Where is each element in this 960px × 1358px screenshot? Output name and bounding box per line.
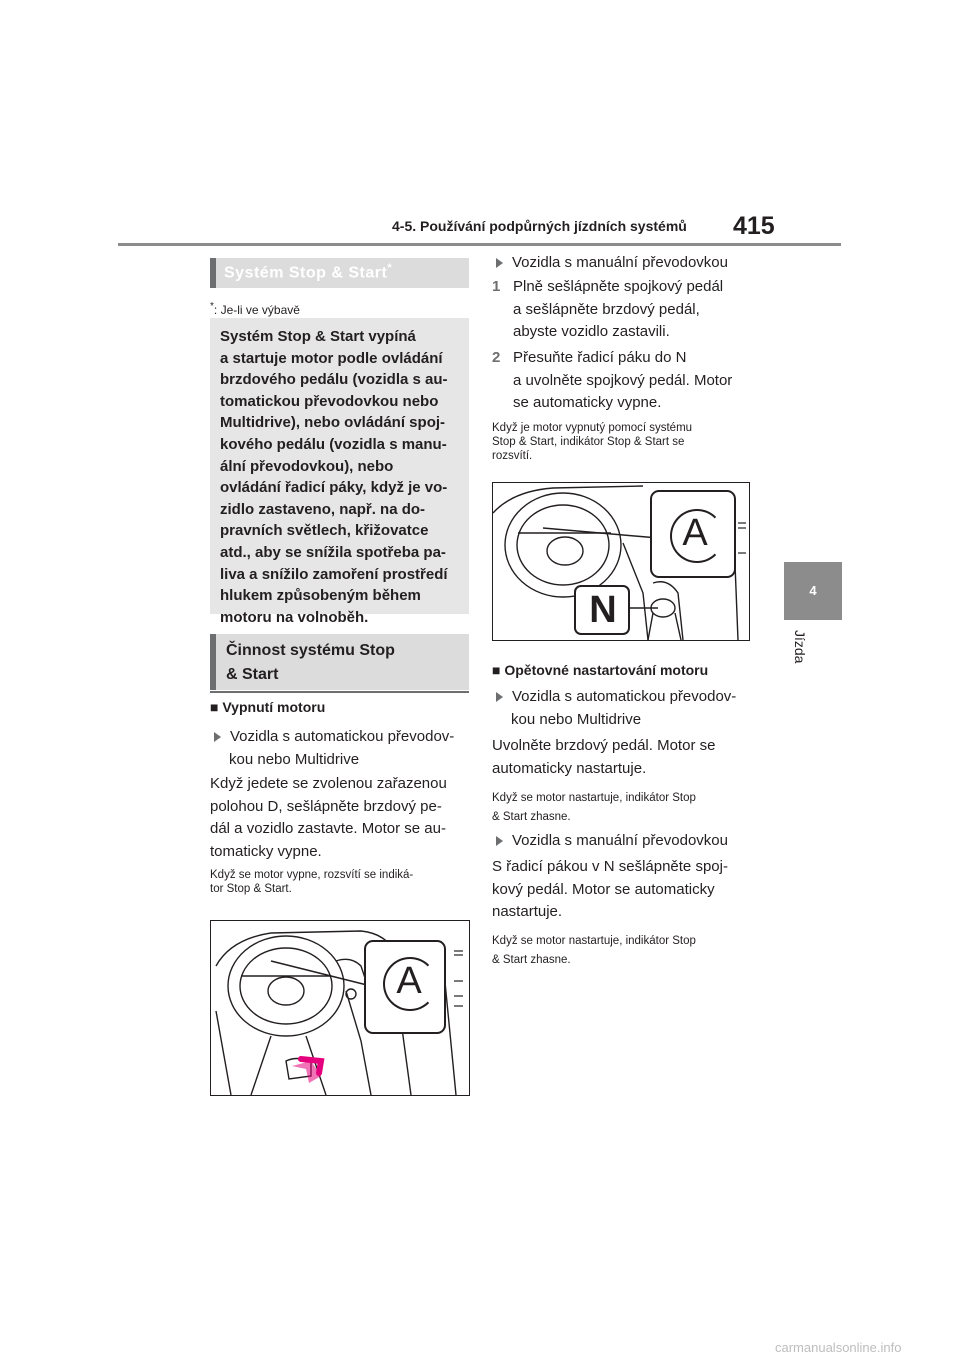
auto-vehicles-heading: Vozidla s automatickou převodov- kou nebo Multidrive (214, 726, 454, 771)
intro-line: hlukem způsobeným během (220, 587, 421, 605)
intro-line: tomatickou převodovkou nebo (220, 392, 439, 410)
step-2: 2 Přesuňte řadicí páku do N a uvolněte spojkový pedál. Motor se automaticky vypne. (492, 347, 500, 370)
restart-note-manual (492, 932, 696, 970)
intro-text (220, 326, 466, 628)
body-line: nastartuje. (492, 903, 563, 921)
manual-heading: Vozidla s manuální převodovkou (496, 252, 728, 275)
note-line: Když se motor vypne, rozsvítí se indiká- (210, 869, 414, 881)
subsection-title (226, 639, 395, 687)
manual-heading-2: Vozidla s manuální převodovkou (496, 830, 728, 853)
dashboard-illustration-auto (210, 920, 470, 1096)
body-line: Když jedete se zvolenou zařazenou (210, 775, 447, 792)
stop-note (210, 868, 413, 896)
watermark: carmanualsonline.info (775, 1340, 902, 1355)
body-line: dál a vozidlo zastavte. Motor se au- (210, 820, 446, 838)
intro-line: pravních světlech, křižovatce (220, 522, 429, 540)
intro-box (210, 318, 469, 626)
subtitle-underline (210, 691, 469, 693)
body-line: kový pedál. Motor se automaticky (492, 880, 715, 898)
step-line: Plně sešlápněte spojkový pedál (513, 278, 724, 295)
triangle-bullet-icon (496, 836, 503, 846)
intro-line: kového pedálu (vozidla s manu- (220, 435, 447, 453)
triangle-bullet-icon (496, 258, 503, 268)
body-line: polohou D, sešlápněte brzdový pe- (210, 797, 442, 815)
intro-line: ální převodovkou), nebo (220, 457, 394, 475)
note-line: Stop & Start, indikátor Stop & Start se (492, 436, 685, 448)
section-title-box (210, 258, 469, 288)
dashboard-illustration-manual (492, 482, 750, 641)
subsection-title-box (210, 634, 469, 690)
intro-line: Multidrive), nebo ovládání spoj- (220, 414, 446, 432)
triangle-bullet-icon (496, 692, 503, 702)
auto-indicator-label: A (682, 512, 708, 554)
step-line: se automaticky vypne. (513, 394, 662, 412)
step-line: a uvolněte spojkový pedál. Motor (513, 371, 733, 389)
body-line: S řadicí pákou v N sešlápněte spoj- (492, 858, 728, 875)
stop-body-text (210, 773, 447, 863)
intro-line: motoru na volnoběh. (220, 608, 369, 626)
note-line: & Start zhasne. (492, 954, 571, 966)
note-line: Když se motor nastartuje, indikátor Stop (492, 792, 696, 804)
section-heading: 4-5. Používání podpůrných jízdních systémů (392, 218, 687, 234)
subtitle-line: & Start (226, 666, 279, 683)
restart-heading: ■ Opětovné nastartování motoru (492, 662, 709, 678)
triangle-bullet-icon (214, 732, 221, 742)
chapter-tab-number[interactable]: 4 (784, 562, 842, 620)
intro-line: atd., aby se snížila spotřeba pa- (220, 543, 446, 561)
intro-line: a startuje motor podle ovládání (220, 349, 443, 367)
section-title: Systém Stop & Start* (224, 262, 393, 282)
step-line: abyste vozidlo zastavili. (513, 323, 670, 341)
step-line: Přesuňte řadicí páku do N (513, 349, 687, 366)
stop-start-icon (670, 509, 724, 563)
intro-line: ovládání řadicí páky, když je vo- (220, 479, 448, 497)
auto-indicator-label: A (396, 960, 422, 1002)
subtitle-bar-accent (210, 634, 216, 690)
footnote: *: Je-li ve výbavě (210, 301, 300, 317)
note-line: Když se motor nastartuje, indikátor Stop (492, 935, 696, 947)
intro-line: liva a snížilo zamoření prostředí (220, 565, 448, 583)
intro-line: brzdového pedálu (vozidla s au- (220, 371, 448, 389)
neutral-gear-label: N (589, 589, 617, 631)
auto-vehicles-heading-2: Vozidla s automatickou převodov- kou nebo Multidrive (496, 686, 736, 731)
step-line: a sešlápněte brzdový pedál, (513, 300, 700, 318)
chapter-tab-label: Jízda (792, 630, 808, 664)
note-line: Když je motor vypnutý pomocí systému (492, 422, 693, 434)
restart-note-auto (492, 789, 696, 827)
note-line: tor Stop & Start. (210, 883, 292, 895)
stop-start-icon (383, 957, 437, 1011)
header-divider (118, 243, 841, 246)
step-1: 1 Plně sešlápněte spojkový pedál a sešlápněte brzdový pedál, abyste vozidlo zastavili. (492, 276, 500, 299)
body-line: automaticky nastartuje. (492, 759, 647, 777)
note-line: & Start zhasne. (492, 811, 571, 823)
stop-note-manual (492, 421, 692, 463)
title-bar-accent (210, 258, 216, 288)
body-line: Uvolněte brzdový pedál. Motor se (492, 737, 716, 754)
page-number: 415 (733, 212, 775, 240)
note-line: rozsvítí. (492, 450, 533, 462)
intro-line: Systém Stop & Start vypíná (220, 328, 416, 345)
body-line: tomaticky vypne. (210, 842, 322, 860)
intro-line: zidlo zastaveno, např. na do- (220, 500, 426, 518)
stop-heading: ■ Vypnutí motoru (210, 699, 326, 715)
restart-manual-text (492, 856, 728, 924)
restart-auto-text (492, 735, 715, 780)
subtitle-line: Činnost systému Stop (226, 642, 395, 659)
